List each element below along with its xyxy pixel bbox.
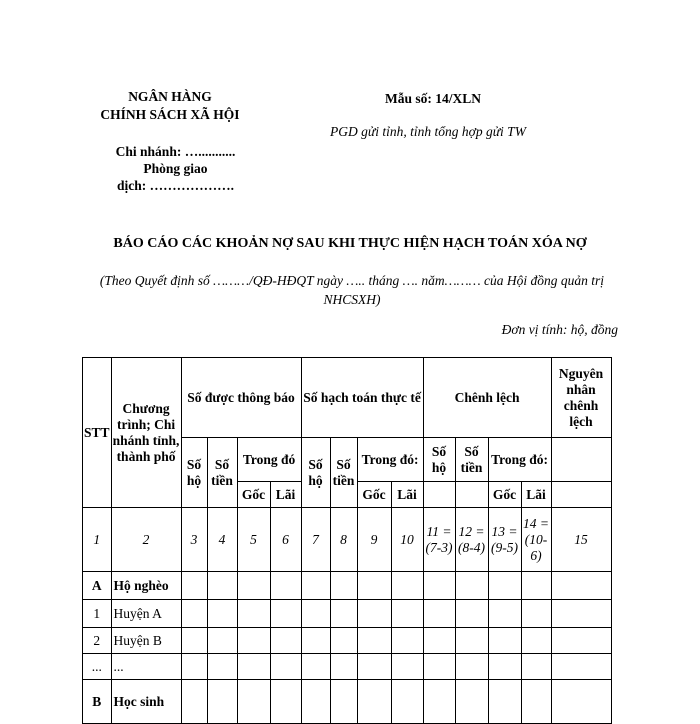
actual-of-which: Trong đó: [357,438,423,482]
report-table [82,357,612,724]
report-title: BÁO CÁO CÁC KHOẢN NỢ SAU KHI THỰC HIỆN HẠCH TOÁN XÓA NỢ [113,236,587,251]
table-row [83,680,612,724]
row-stt: ... [83,654,112,680]
index-cell: 8 [330,508,357,572]
index-cell: 14 = (10-6) [521,508,551,572]
group-difference: Chênh lệch [423,358,551,438]
row-name: Hộ nghèo [111,572,181,600]
diff-interest: Lãi [521,482,551,508]
actual-households: Số hộ [301,438,330,508]
row-stt: A [83,572,112,600]
index-cell: 11 = (7-3) [423,508,455,572]
branch-block [108,143,243,194]
header-row-1 [83,358,612,438]
decision-reference: (Theo Quyết định số ………/QĐ-HĐQT ngày ….. tháng …. năm……… của Hội đồng quản trị NHCSXH) [99,273,605,307]
row-stt: B [83,680,112,724]
col-stt: STT [83,358,112,508]
notified-of-which: Trong đó [237,438,301,482]
diff-principal: Gốc [488,482,521,508]
transaction-office-line2: dịch: ………………. [116,178,234,193]
index-row [83,508,612,572]
row-name: Học sinh [111,680,181,724]
notified-amount: Số tiền [207,438,237,508]
bank-name [60,88,280,124]
index-cell: 12 = (8-4) [455,508,488,572]
reason-blank-1 [551,438,611,482]
table-row [83,628,612,654]
branch-field: Chi nhánh: …........... [115,144,236,159]
index-cell: 7 [301,508,330,572]
notified-principal: Gốc [237,482,270,508]
form-number: Mẫu số: 14/XLN [385,91,482,106]
index-cell: 3 [181,508,207,572]
row-name: Huyện B [111,628,181,654]
actual-amount: Số tiền [330,438,357,508]
row-stt: 2 [83,628,112,654]
diff-amount-blank [455,482,488,508]
diff-amount: Số tiền [455,438,488,482]
bank-name-line1: NGÂN HÀNG [128,89,212,104]
row-name: ... [111,654,181,680]
index-cell: 6 [270,508,301,572]
row-stt: 1 [83,600,112,628]
group-notified: Số được thông báo [181,358,301,438]
transaction-office-line1: Phòng giao [143,161,208,176]
col-program: Chương trình; Chi nhánh tỉnh, thành phố [111,358,181,508]
diff-households-blank [423,482,455,508]
index-cell: 2 [111,508,181,572]
notified-interest: Lãi [270,482,301,508]
row-name: Huyện A [111,600,181,628]
table-row [83,572,612,600]
index-cell: 13 = (9-5) [488,508,521,572]
diff-households: Số hộ [423,438,455,482]
index-cell: 15 [551,508,611,572]
form-note: PGD gửi tỉnh, tỉnh tổng hợp gửi TW [330,124,526,139]
actual-principal: Gốc [357,482,391,508]
index-cell: 9 [357,508,391,572]
table-row [83,600,612,628]
index-cell: 4 [207,508,237,572]
unit-of-measure: Đơn vị tính: hộ, đồng [501,322,618,337]
notified-households: Số hộ [181,438,207,508]
index-cell: 1 [83,508,112,572]
bank-name-line2: CHÍNH SÁCH XÃ HỘI [100,107,240,122]
diff-of-which: Trong đó: [488,438,551,482]
table-row [83,654,612,680]
col-reason: Nguyên nhân chênh lệch [551,358,611,438]
index-cell: 10 [391,508,423,572]
index-cell: 5 [237,508,270,572]
reason-blank-2 [551,482,611,508]
actual-interest: Lãi [391,482,423,508]
group-actual: Số hạch toán thực tế [301,358,423,438]
